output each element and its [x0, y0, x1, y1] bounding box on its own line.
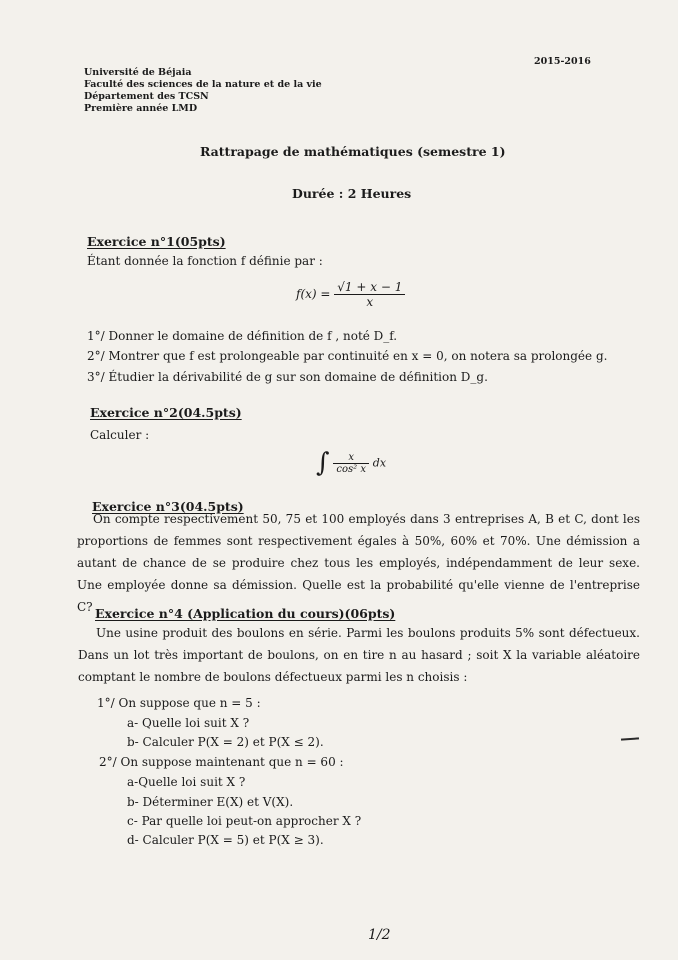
- exercise-4-heading: Exercice n°4 (Application du cours)(06pts): [95, 606, 396, 621]
- integrand-denominator: cos² x: [336, 463, 366, 475]
- exercise-2-integral: [316, 448, 386, 478]
- exercise-4-part-2d: d- Calculer P(X = 5) et P(X ≥ 3).: [127, 833, 324, 847]
- exercise-2-heading: Exercice n°2(04.5pts): [90, 405, 242, 420]
- exercise-4-part-2: 2°/ On suppose maintenant que n = 60 :: [99, 755, 344, 769]
- exercise-4-part-2b: b- Déterminer E(X) et V(X).: [127, 795, 294, 809]
- exercise-4-part-1a: a- Quelle loi suit X ?: [127, 716, 250, 730]
- department-name: Département des TCSN: [84, 91, 209, 102]
- exercise-4-text: Une usine produit des boulons en série. Parmi les boulons produits 5% sont défectueux. Dans un lot très important de boulons, on en tire n au hasard ; soit X la variable aléatoire comptant le nombre de boulons défectueux parmi les n choisis :: [78, 626, 640, 684]
- exercise-4-part-2c: c- Par quelle loi peut-on approcher X ?: [127, 814, 362, 828]
- exercise-2-intro: Calculer :: [90, 428, 150, 442]
- exercise-1-question-2: 2°/ Montrer que f est prolongeable par continuité en x = 0, on notera sa prolongée g.: [87, 349, 608, 363]
- formula-fraction: [334, 280, 405, 309]
- exercise-1-formula: [296, 280, 405, 309]
- integrand-numerator: x: [333, 452, 369, 464]
- university-name: Université de Béjaia: [84, 67, 192, 78]
- exercise-1-heading: Exercice n°1(05pts): [87, 234, 226, 249]
- exam-duration: Durée : 2 Heures: [292, 186, 412, 201]
- academic-year: 2015-2016: [534, 56, 591, 67]
- page-number: 1/2: [368, 927, 391, 943]
- exercise-4-part-2a: a-Quelle loi suit X ?: [127, 775, 246, 789]
- exercise-1-question-3: 3°/ Étudier la dérivabilité de g sur son domaine de définition D_g.: [87, 370, 488, 384]
- integral-dx: dx: [372, 456, 387, 470]
- exercise-3-heading: Exercice n°3(04.5pts): [92, 499, 244, 514]
- pen-mark: [621, 737, 639, 740]
- year-level: Première année LMD: [84, 103, 198, 114]
- integrand-fraction: [333, 452, 369, 475]
- exercise-4-part-1b: b- Calculer P(X = 2) et P(X ≤ 2).: [127, 735, 324, 749]
- integral-sign: ∫: [316, 448, 330, 478]
- exam-title: Rattrapage de mathématiques (semestre 1): [200, 144, 506, 159]
- exercise-4-part-1: 1°/ On suppose que n = 5 :: [97, 696, 261, 710]
- exercise-1-question-1: 1°/ Donner le domaine de définition de f , noté D_f.: [87, 329, 398, 343]
- formula-denominator: x: [366, 295, 374, 309]
- formula-lhs: f(x) =: [296, 287, 331, 301]
- formula-numerator: √1 + x − 1: [334, 280, 405, 295]
- exercise-3-text: On compte respectivement 50, 75 et 100 employés dans 3 entreprises A, B et C, dont les proportions de femmes sont respectivement égales à 50%, 60% et 70%. Une démission a autant de chance de se produire chez tous les employés, indépendamment de leur sexe. Une employée donne sa démission. Quelle est la probabilité qu'elle vienne de l'entreprise C?: [77, 512, 640, 614]
- institution-block: [84, 67, 322, 115]
- faculty-name: Faculté des sciences de la nature et de la vie: [84, 79, 322, 90]
- exercise-1-intro: Étant donnée la fonction f définie par :: [87, 254, 323, 268]
